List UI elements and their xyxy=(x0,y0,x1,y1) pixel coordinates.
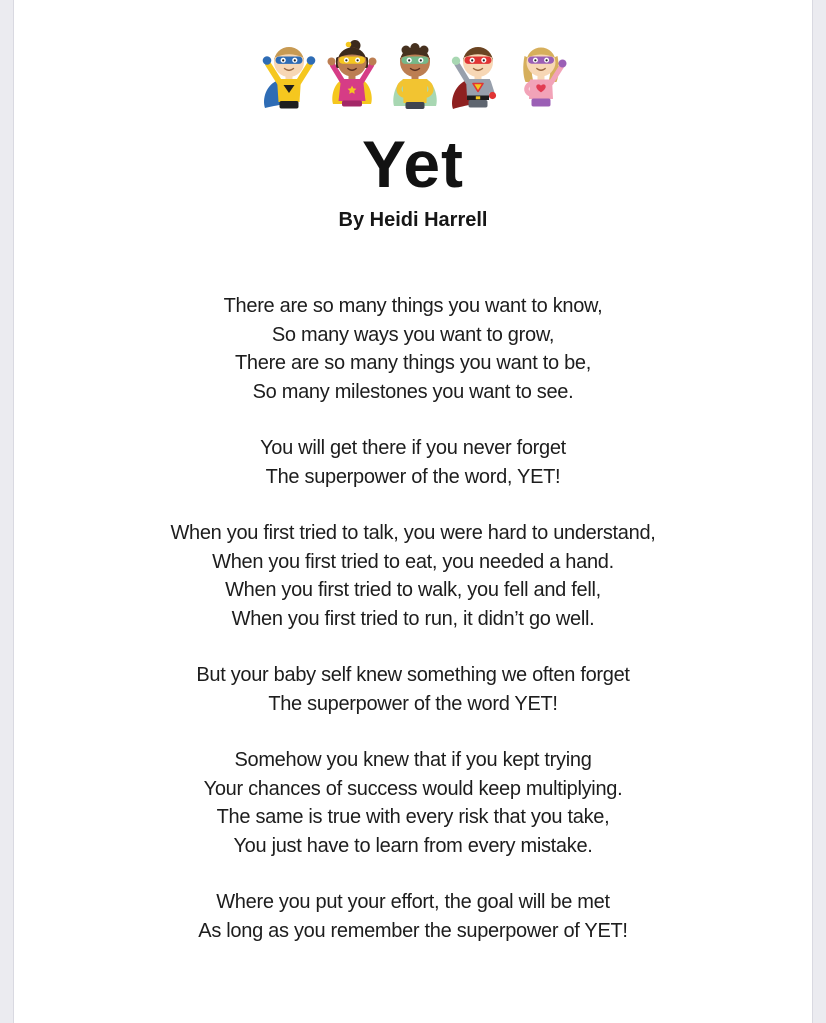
poem-line: When you first tried to run, it didn’t go well. xyxy=(231,607,595,630)
poem-line: Somehow you knew that if you kept trying xyxy=(234,749,592,772)
poem-line: As long as you remember the superpower of YET! xyxy=(198,919,628,942)
superhero-boy-blue xyxy=(263,47,316,109)
poem-line: So many ways you want to grow, xyxy=(271,323,555,346)
poem-body xyxy=(0,292,826,945)
stanza-4 xyxy=(0,661,826,718)
poem-line: The same is true with every risk that you take, xyxy=(216,806,610,829)
superhero-boy-green xyxy=(393,43,436,109)
stanza-2 xyxy=(0,434,826,491)
poem-line: When you first tried to walk, you fell and fell, xyxy=(225,579,601,602)
poem-line: There are so many things you want to know, xyxy=(223,295,603,318)
poem-line: When you first tried to eat, you needed a hand. xyxy=(212,550,614,573)
superhero-girl-yellow xyxy=(328,40,377,107)
superhero-boy-red xyxy=(452,47,496,109)
page-content xyxy=(0,38,826,945)
poem-line: Where you put your effort, the goal will be met xyxy=(216,891,610,914)
poem-line: The superpower of the word, YET! xyxy=(265,465,561,488)
poem-line: You just have to learn from every mistake. xyxy=(233,834,593,857)
poem-line: When you first tried to talk, you were hard to understand, xyxy=(170,522,656,545)
poem-line: But your baby self knew something we often forget xyxy=(196,664,630,687)
poem-title: Yet xyxy=(361,127,465,201)
stanza-3 xyxy=(0,519,826,633)
stanza-1 xyxy=(0,292,826,406)
poem-byline: By Heidi Harrell xyxy=(338,209,488,232)
poem-line: The superpower of the word YET! xyxy=(268,692,558,715)
poem-line: There are so many things you want to be, xyxy=(235,352,591,375)
poem-line: You will get there if you never forget xyxy=(260,437,566,460)
stanza-6 xyxy=(0,888,826,945)
poem-line: So many milestones you want to see. xyxy=(252,380,574,403)
superhero-girl-purple xyxy=(523,48,566,107)
superhero-kids-svg xyxy=(258,38,568,124)
stanza-5 xyxy=(0,746,826,860)
poem-line: Your chances of success would keep multiplying. xyxy=(203,777,623,800)
superhero-kids-illustration xyxy=(258,38,568,124)
